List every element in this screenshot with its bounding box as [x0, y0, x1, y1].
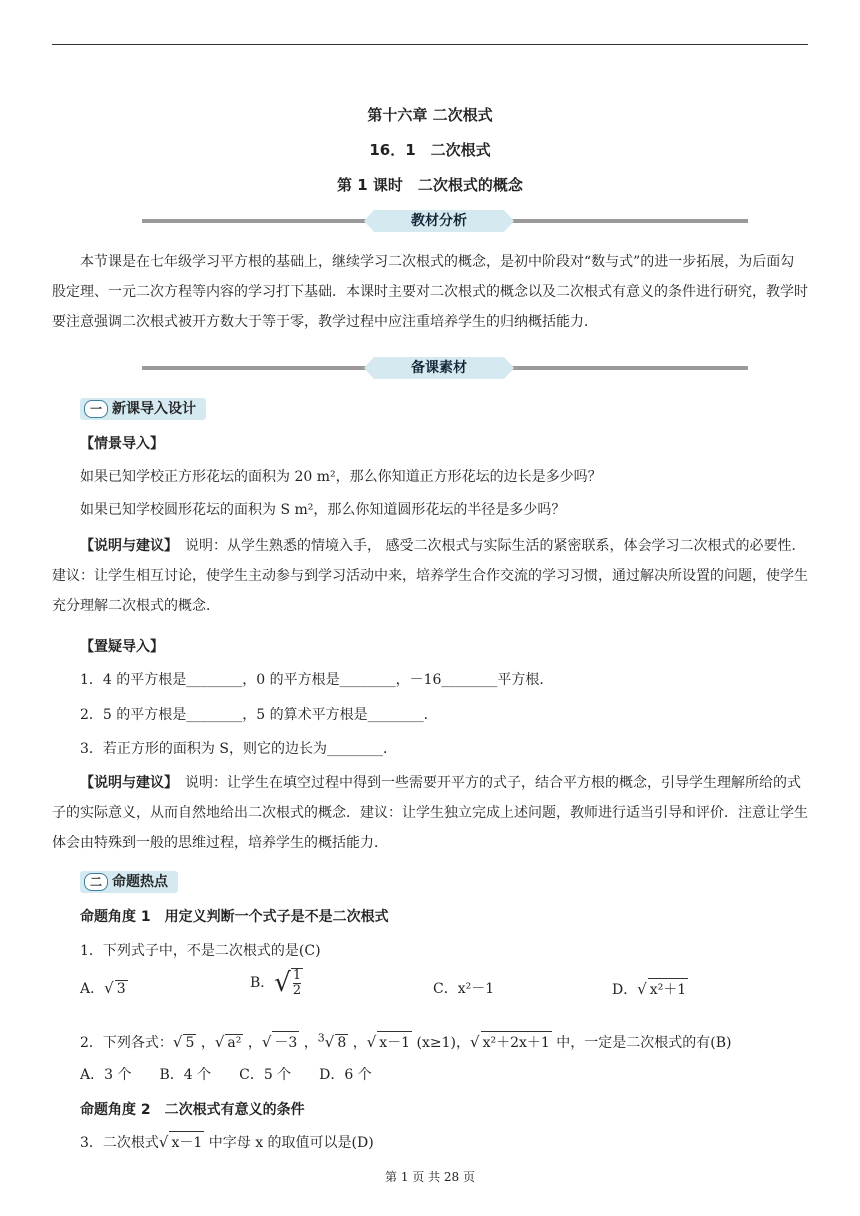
radicand: 8: [337, 1035, 347, 1051]
radicand: －3: [272, 1031, 299, 1052]
doubt-question-2: 2．5 的平方根是________，5 的算术平方根是________．: [80, 707, 438, 723]
sqrt-sign: √: [158, 1133, 169, 1151]
sqrt-sign: √: [274, 968, 291, 998]
radicand: x－1: [377, 1031, 412, 1052]
sqrt-sign: √: [470, 1033, 480, 1051]
analysis-paragraph: 本节课是在七年级学习平方根的基础上，继续学习二次根式的概念，是初中阶段对“数与式”的进一步拓展，为后面勾股定理、一元二次方程等内容的学习打下基础．本课时主要对二次根式的概念以及二次根式有意义的条件进行研究，教学时要注意强调二次根式被开方数大于等于零，教学过程中应注重培养学生的归纳概括能力．: [52, 254, 808, 330]
scene-question-2: 如果已知学校圆形花坛的面积为 S m²，那么你知道圆形花坛的半径是多少吗？: [80, 502, 566, 518]
advice-text: 说明：让学生在填空过程中得到一些需要开平方的式子，结合平方根的概念，引导学生理解所给的式子的实际意义，从而自然地给出二次根式的概念．建议：让学生独立完成上述问题，教师进行适当引导和评价．注意让学生体会由特殊到一般的思维过程，培养学生的概括能力．: [52, 775, 808, 851]
angle-2-heading: 命题角度 2 二次根式有意义的条件: [80, 1102, 305, 1118]
sqrt-sign: √: [637, 980, 647, 998]
root-index: 3: [317, 1031, 325, 1045]
condition: (x≥1)，: [416, 1035, 471, 1051]
section-chip-label: 新课导入设计: [112, 401, 196, 417]
header-rule: [52, 44, 808, 45]
question-2-options: A．3 个 B．4 个 C．5 个 D．6 个: [80, 1067, 372, 1083]
section-chip-label: 命题热点: [112, 874, 168, 890]
sqrt-sign: √: [324, 1033, 335, 1051]
question-3: [80, 1131, 374, 1152]
scene-heading: 【情景导入】: [80, 436, 164, 452]
page-footer: 第 1 页 共 28 页: [385, 1170, 475, 1184]
doubt-question-1: 1．4 的平方根是________，0 的平方根是________，－16________平方根．: [80, 672, 554, 688]
radicand: x²＋1: [648, 978, 688, 999]
option-a: [80, 978, 128, 998]
banner-label: 备课素材: [374, 357, 504, 379]
option-b: [250, 968, 303, 998]
section-title: 16．1 二次根式: [369, 141, 491, 159]
question-suffix: 中，一定是二次根式的有(B): [556, 1035, 732, 1051]
option-c: C．x²－1: [433, 981, 495, 997]
radicand: x²＋2x＋1: [481, 1031, 552, 1052]
section-chip-intro: [80, 398, 206, 420]
radicand: 5: [185, 1035, 195, 1051]
question-1: 1．下列式子中，不是二次根式的是(C): [80, 943, 321, 959]
numerator: 1: [292, 968, 302, 983]
radicand: 3: [116, 981, 126, 997]
banner-label: 教材分析: [374, 210, 504, 232]
banner-lesson-materials: [142, 357, 748, 379]
sqrt-sign: √: [104, 979, 114, 997]
question-prefix: 2．下列各式：: [80, 1035, 173, 1051]
fraction: [291, 968, 303, 998]
chapter-title: 第十六章 二次根式: [367, 106, 493, 124]
advice-heading: 【说明与建议】: [80, 538, 171, 554]
radicand: x－1: [169, 1131, 204, 1152]
banner-textbook-analysis: [142, 210, 748, 232]
section-number: 二: [84, 873, 108, 891]
question-suffix: 中字母 x 的取值可以是(D): [208, 1135, 374, 1151]
sqrt-sign: √: [261, 1033, 272, 1051]
radicand: a²: [227, 1035, 242, 1051]
lesson-title: 第 1 课时 二次根式的概念: [337, 176, 523, 194]
section-number: 一: [84, 400, 108, 418]
advice-heading: 【说明与建议】: [80, 775, 171, 791]
question-prefix: 3．二次根式: [80, 1135, 159, 1151]
doubt-question-3: 3．若正方形的面积为 S，则它的边长为________．: [80, 741, 397, 757]
option-label: A．: [80, 981, 105, 997]
sqrt-sign: √: [366, 1033, 377, 1051]
question-2: 2．下列各式：√ 5 ，√ a² ，√ －3 ，$^3$√ 8 ，√ x－1 (x≥1)，√ x²＋2x＋1 中，一定是二次根式的有(B): [80, 1031, 732, 1051]
sqrt-sign: √: [172, 1033, 183, 1051]
option-label: D．: [612, 982, 638, 998]
advice-text: 说明：从学生熟悉的情境入手， 感受二次根式与实际生活的紧密联系，体会学习二次根式的必要性．建议：让学生相互讨论，使学生主动参与到学习活动中来，培养学生合作交流的学习习惯，通过解决所设置的问题，使学生充分理解二次根式的概念．: [52, 538, 808, 614]
sqrt-sign: √: [214, 1033, 225, 1051]
section-chip-hot-topics: [80, 871, 178, 893]
option-d: [612, 978, 688, 999]
scene-question-1: 如果已知学校正方形花坛的面积为 20 m²，那么你知道正方形花坛的边长是多少吗？: [80, 469, 602, 485]
denominator: 2: [292, 983, 302, 998]
advice-paragraph-2: [52, 768, 808, 858]
doubt-heading: 【置疑导入】: [80, 639, 164, 655]
advice-paragraph-1: [52, 531, 808, 621]
angle-1-heading: 命题角度 1 用定义判断一个式子是不是二次根式: [80, 909, 389, 925]
option-label: B．: [250, 975, 275, 991]
